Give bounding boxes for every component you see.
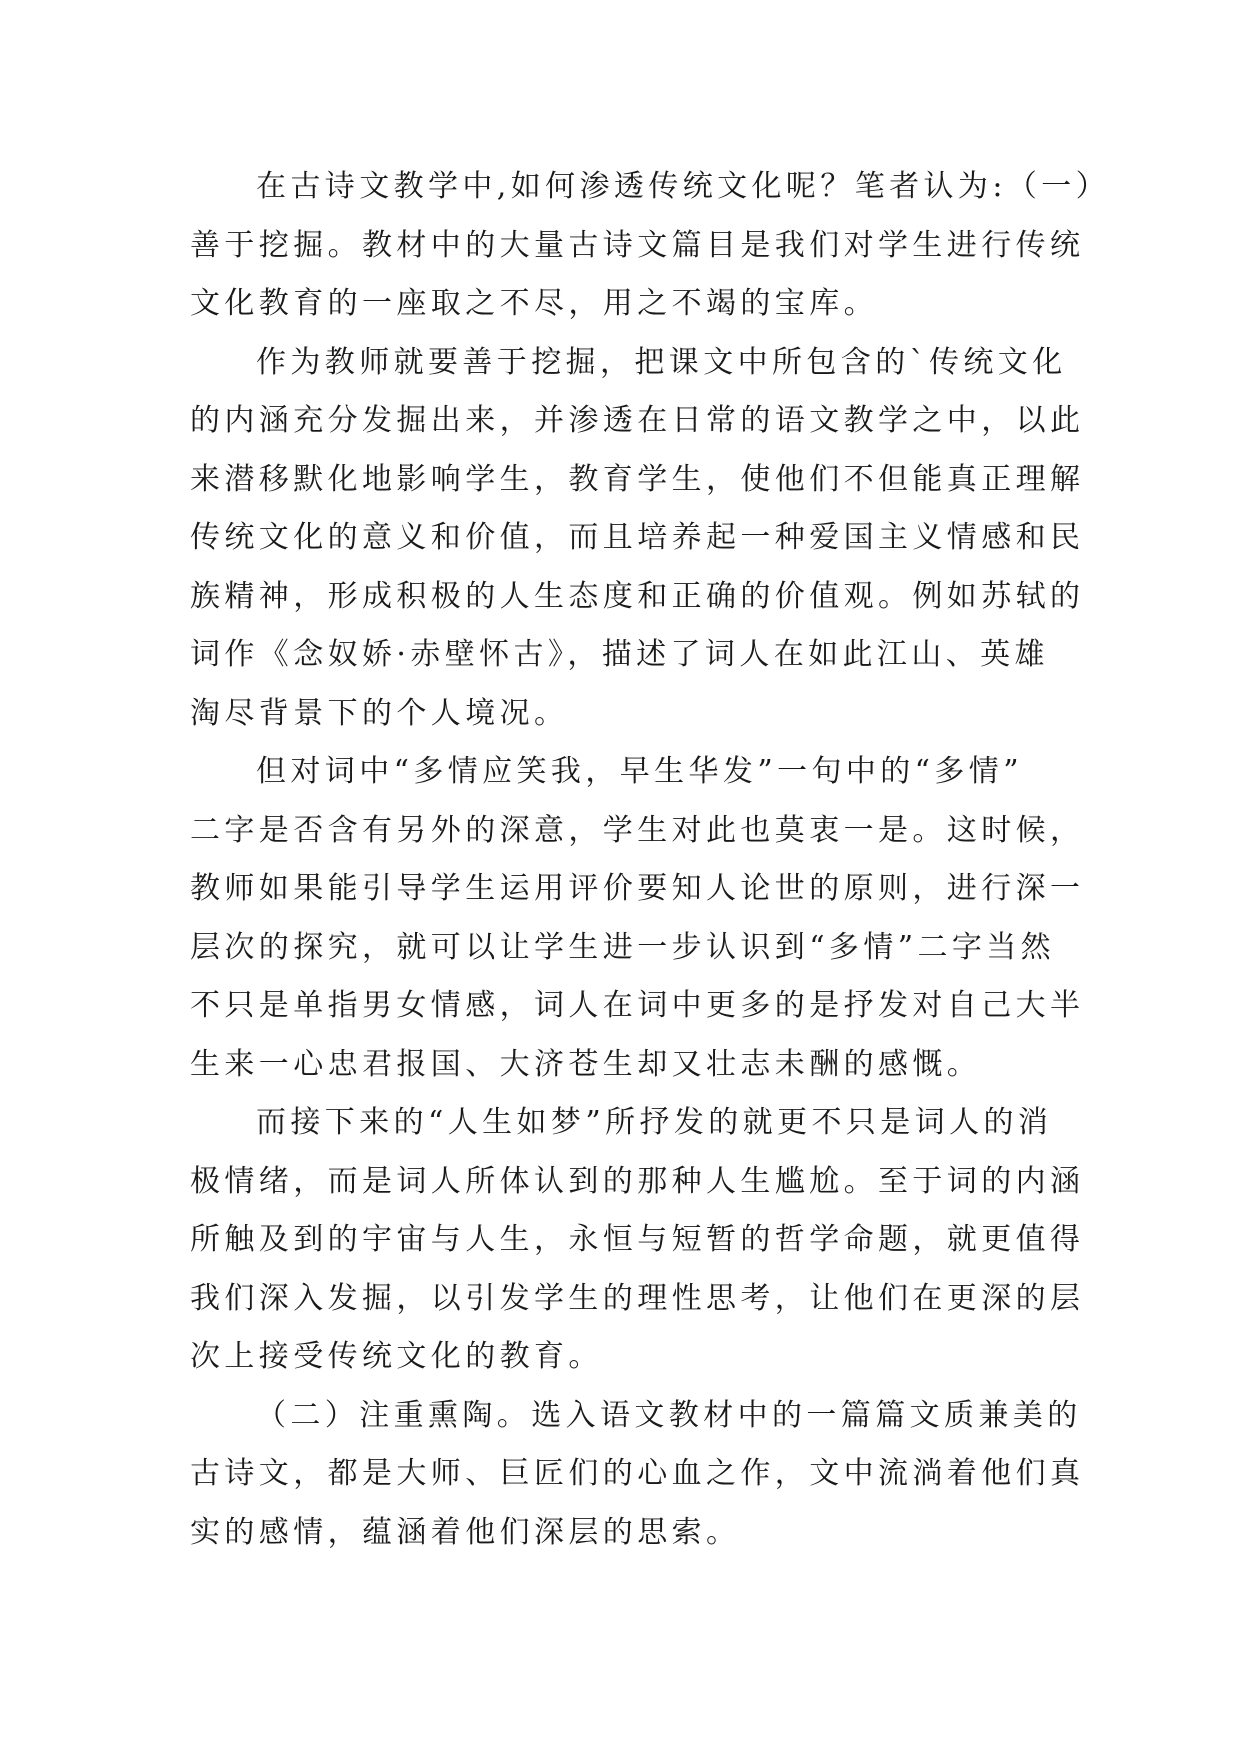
text-line: 而接下来的“人生如梦”所抒发的就更不只是词人的消 <box>256 1105 1053 1140</box>
paragraph-2 <box>190 334 1090 744</box>
paragraph-1 <box>190 158 1111 334</box>
text-line: 教师如果能引导学生运用评价要知人论世的原则，进行深一 <box>190 871 1085 906</box>
text-line: 二字是否含有另外的深意，学生对此也莫衷一是。这时候， <box>190 812 1085 848</box>
text-line: 词作《念奴娇·赤壁怀古》，描述了词人在如此江山、英雄 <box>190 637 1049 672</box>
paragraph-5 <box>190 1387 1090 1563</box>
text-line: 极情绪，而是词人所体认到的那种人生尴尬。至于词的内涵 <box>190 1163 1085 1199</box>
text-line: 传统文化的意义和价值，而且培养起一种爱国主义情感和民 <box>190 520 1085 555</box>
text-line: 族精神，形成积极的人生态度和正确的价值观。例如苏轼的 <box>190 578 1085 614</box>
paragraph-4 <box>190 1094 1090 1387</box>
text-line: 不只是单指男女情感，词人在词中更多的是抒发对自己大半 <box>190 988 1085 1023</box>
text-line: 但对词中“多情应笑我，早生华发”一句中的“多情” <box>256 754 1023 789</box>
text-line: （二）注重熏陶。选入语文教材中的一篇篇文质兼美的 <box>256 1397 1082 1433</box>
text-line: 生来一心忠君报国、大济苍生却又壮志未酬的感慨。 <box>190 1046 982 1082</box>
text-line: 来潜移默化地影响学生，教育学生，使他们不但能真正理解 <box>190 461 1085 497</box>
text-line: 善于挖掘。教材中的大量古诗文篇目是我们对学生进行传统 <box>190 227 1085 263</box>
document-page <box>190 158 1111 1562</box>
text-line: 所触及到的宇宙与人生，永恒与短暂的哲学命题，就更值得 <box>190 1222 1085 1257</box>
text-line: 淘尽背景下的个人境况。 <box>190 695 569 731</box>
text-line: 文化教育的一座取之不尽，用之不竭的宝库。 <box>190 286 878 321</box>
text-line: 实的感情，蕴涵着他们深层的思索。 <box>190 1514 741 1550</box>
text-line: 层次的探究，就可以让学生进一步认识到“多情”二字当然 <box>190 929 1056 965</box>
text-line: 在古诗文教学中,如何渗透传统文化呢？笔者认为:（一） <box>256 169 1111 204</box>
text-line: 古诗文，都是大师、巨匠们的心血之作，文中流淌着他们真 <box>190 1456 1085 1491</box>
text-line: 次上接受传统文化的教育。 <box>190 1339 603 1374</box>
text-line: 我们深入发掘，以引发学生的理性思考，让他们在更深的层 <box>190 1280 1085 1316</box>
paragraph-3 <box>190 743 1090 1094</box>
text-line: 作为教师就要善于挖掘，把课文中所包含的`传统文化 <box>256 344 1067 380</box>
text-line: 的内涵充分发掘出来，并渗透在日常的语文教学之中，以此 <box>190 403 1085 438</box>
